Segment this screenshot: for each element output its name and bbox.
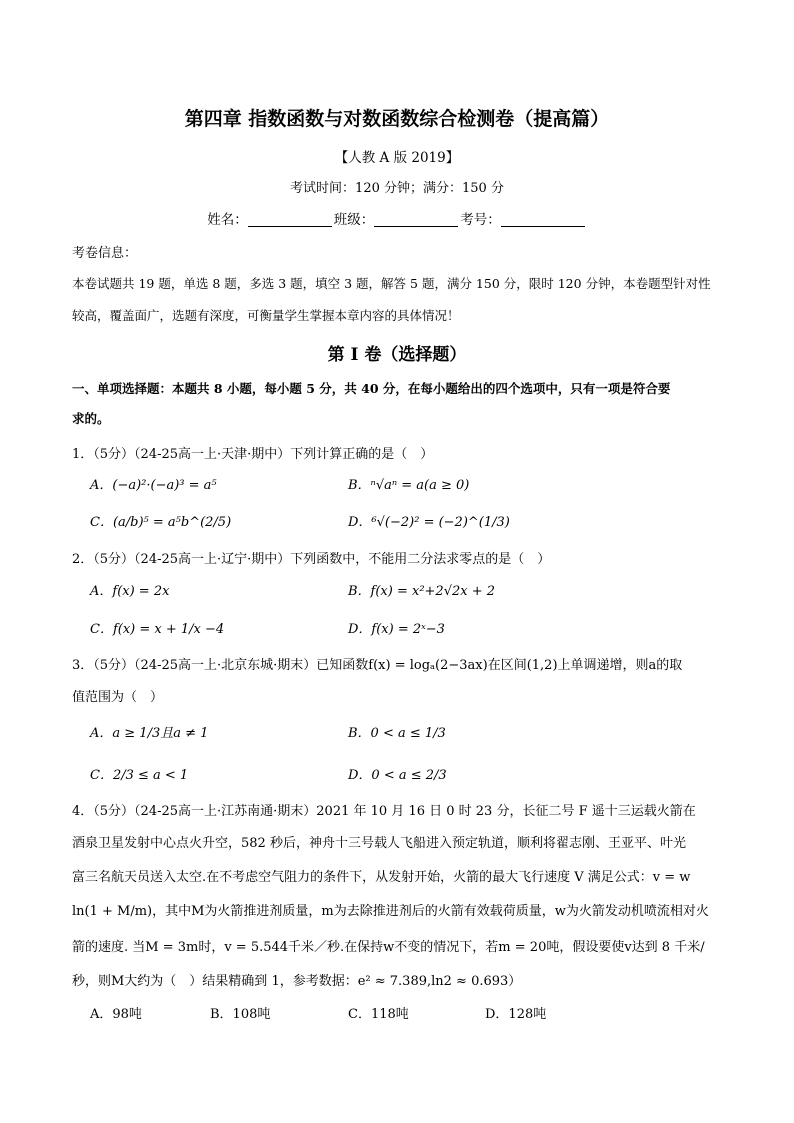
question-4-stem-line-6: 秒，则M大约为（ ）结果精确到 1，参考数据：e² ≈ 7.389,ln2 ≈ 0.693） (72, 974, 522, 989)
question-4-option-b: B．108吨 (210, 1007, 271, 1022)
question-3-option-b: B．0 < a ≤ 1/3 (348, 726, 446, 741)
section-heading-line-2: 求的。 (72, 411, 110, 426)
question-2-option-d: D．f(x) = 2ˣ−3 (348, 622, 445, 637)
question-2-stem: 2．（5分）（24-25高一上·辽宁·期中）下列函数中，不能用二分法求零点的是（ ） (72, 552, 551, 567)
exam-time-info: 考试时间：120 分钟；满分：150 分 (290, 181, 504, 196)
question-1-option-c: C．(a/b)⁵ = a⁵b^(2/5) (90, 515, 232, 530)
info-line-1: 本卷试题共 19 题，单选 8 题，多选 3 题，填空 3 题，解答 5 题，满分 150 分，限时 120 分钟，本卷题型针对性 (72, 276, 711, 291)
question-1-option-d: D．⁶√(−2)² = (−2)^(1/3) (348, 515, 510, 530)
info-label: 考卷信息： (72, 246, 138, 261)
question-4-option-c: C．118吨 (348, 1007, 409, 1022)
class-blank (374, 212, 458, 227)
question-4-stem-line-4: ln(1 + M/m)，其中M为火箭推进剂质量，m为去除推进剂后的火箭有效载荷质量，w为火箭发动机喷流相对火 (72, 904, 709, 919)
name-label: 姓名： (207, 212, 248, 228)
question-1-option-a: A．(−a)²·(−a)³ = a⁵ (90, 478, 217, 493)
info-line-2: 较高，覆盖面广，选题有深度，可衡量学生掌握本章内容的具体情况！ (72, 308, 460, 323)
page-title: 第四章 指数函数与对数函数综合检测卷（提高篇） (184, 108, 610, 130)
question-2-option-b: B．f(x) = x²+2√2x + 2 (348, 584, 496, 599)
number-blank (501, 212, 585, 227)
section-title: 第 I 卷（选择题） (327, 345, 467, 365)
question-2-option-a: A．f(x) = 2x (90, 584, 170, 599)
question-4-stem-line-2: 酒泉卫星发射中心点火升空，582 秒后，神舟十三号载人飞船进入预定轨道，顺利将翟志刚、王亚平、叶光 (72, 836, 686, 851)
question-3-option-a: A．a ≥ 1/3且a ≠ 1 (90, 726, 209, 741)
question-3-option-d: D．0 < a ≤ 2/3 (348, 768, 447, 783)
question-4-option-d: D．128吨 (485, 1007, 547, 1022)
edition-label: 【人教 A 版 2019】 (334, 150, 460, 166)
number-label: 考号： (460, 212, 501, 228)
class-label: 班级： (333, 212, 375, 228)
question-3-stem-line-1: 3．（5分）（24-25高一上·北京东城·期末）已知函数f(x) = logₐ(2−3ax)在区间(1,2)上单调递增，则a的取 (72, 658, 683, 673)
question-1-stem: 1．（5分）（24-25高一上·天津·期中）下列计算正确的是（ ） (72, 447, 434, 462)
question-3-option-c: C．2/3 ≤ a < 1 (90, 768, 189, 783)
question-3-stem-line-2: 值范围为（ ） (72, 690, 164, 705)
question-4-option-a: A．98吨 (90, 1007, 142, 1022)
question-2-option-c: C．f(x) = x + 1/x −4 (90, 622, 225, 637)
student-info-row (0, 208, 794, 228)
section-heading-line-1: 一、单项选择题：本题共 8 小题，每小题 5 分，共 40 分，在每小题给出的四个选项中，只有一项是符合要 (72, 381, 671, 396)
question-1-option-b: B．ⁿ√aⁿ = a(a ≥ 0) (348, 478, 470, 493)
question-4-stem-line-5: 箭的速度. 当M = 3m时，v = 5.544千米／秒.在保持w不变的情况下，若m = 20吨，假设要使v达到 8 千米/ (72, 940, 705, 955)
question-4-stem-line-3: 富三名航天员送入太空.在不考虑空气阻力的条件下，从发射开始，火箭的最大飞行速度 V 满足公式：v = w (72, 870, 691, 885)
question-4-stem-line-1: 4．（5分）（24-25高一上·江苏南通·期末）2021 年 10 月 16 日 0 时 23 分，长征二号 F 遥十三运载火箭在 (72, 804, 696, 819)
name-blank (248, 212, 332, 227)
